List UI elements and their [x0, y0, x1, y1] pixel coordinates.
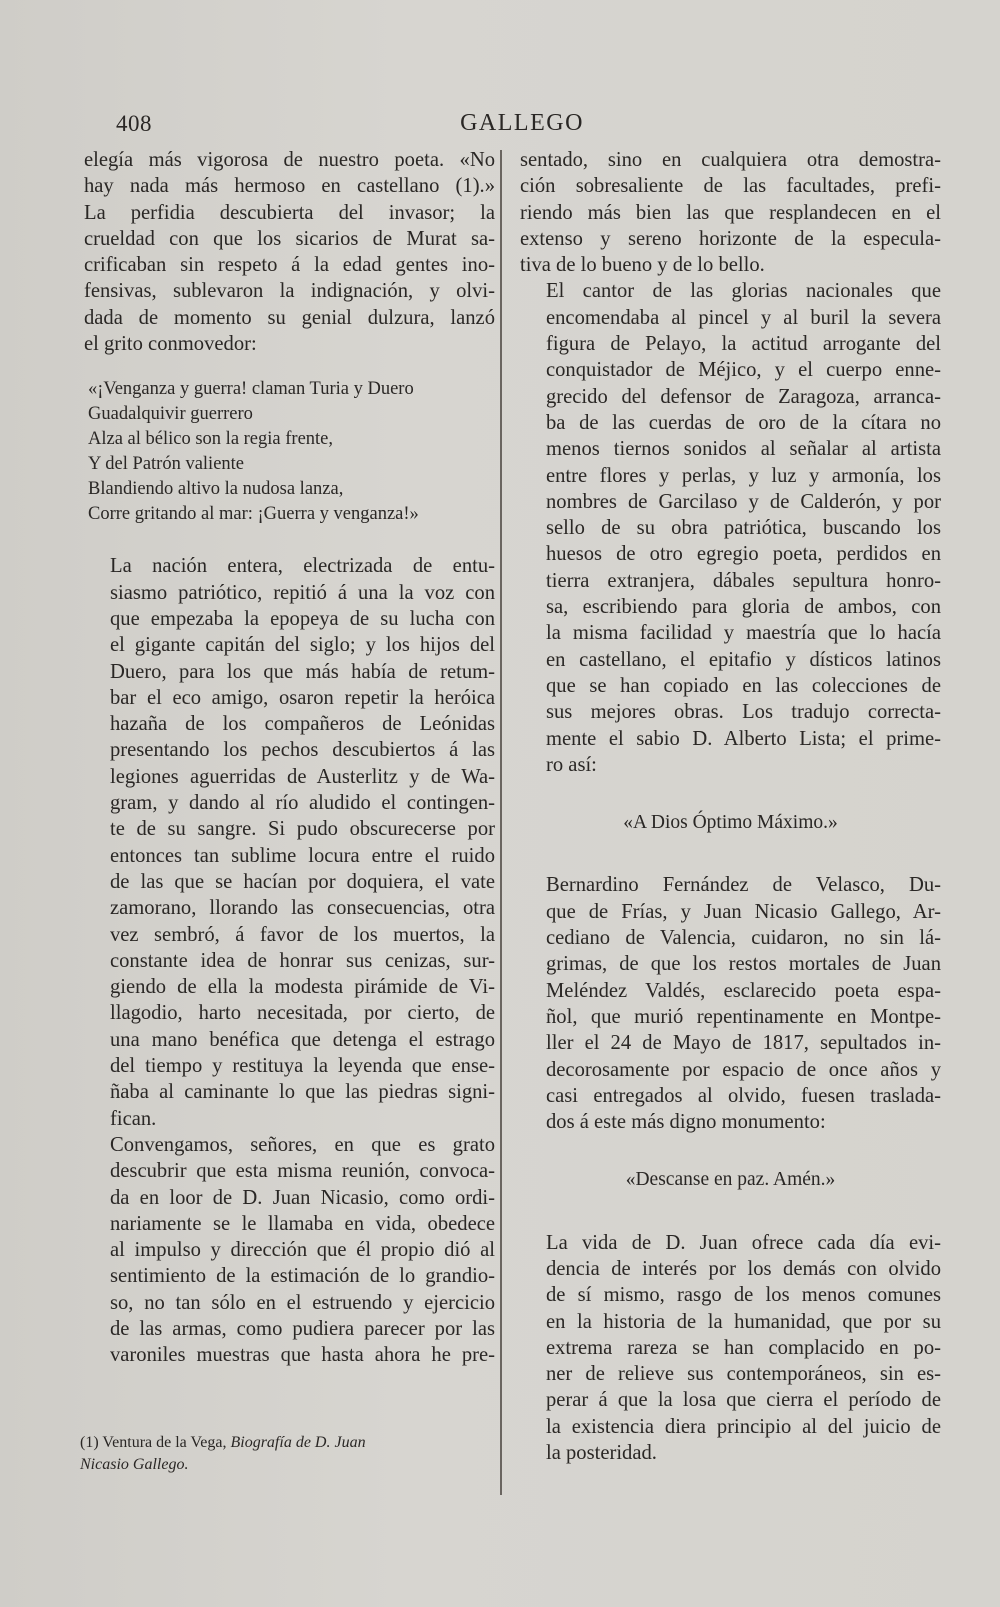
text-line: ñaba al caminante lo que las piedras signi-: [110, 1081, 495, 1104]
footnote-title-cont: Nicasio Gallego.: [80, 1456, 189, 1473]
text-line: entre flores y perlas, y luz y armonía, los: [546, 464, 941, 487]
text-line: figura de Pelayo, la actitud arrogante del: [546, 333, 941, 356]
paragraph: [520, 1230, 941, 1467]
text-line: crificaban sin respeto á la edad gentes ino-: [84, 254, 495, 277]
text-line: extrema rareza se han complacido en po-: [546, 1336, 941, 1359]
text-line: que se han copiado en las colecciones de: [546, 674, 941, 697]
text-line: riendo más bien las que resplandecen en el: [520, 201, 941, 224]
footnote-author: Ventura de la Vega,: [102, 1434, 227, 1451]
text-line: casi entregados al olvido, fuesen traslada-: [546, 1084, 941, 1107]
text-line: sus mejores obras. Los tradujo correcta-: [546, 701, 941, 724]
text-line: sentimiento de la estimación de lo grandio-: [110, 1265, 495, 1288]
text-line: gram, y dando al río aludido el contingen-: [110, 792, 495, 815]
text-line: de las que se hacían por doquiera, el vate: [110, 870, 495, 893]
text-line: mente el sabio D. Alberto Lista; el prime-: [546, 727, 941, 750]
verse-quotation: [88, 377, 495, 527]
text-line: dencia de interés por los demás con olvido: [546, 1257, 941, 1280]
text-line: la existencia diera principio al del juicio de: [546, 1415, 941, 1438]
text-line: el gigante capitán del siglo; y los hijos del: [110, 634, 495, 657]
text-line: decorosamente por espacio de once años y: [546, 1058, 941, 1081]
text-line: del tiempo y restituya la leyenda que ense-: [110, 1055, 495, 1078]
verse-line: «¡Venganza y guerra! claman Turia y Duero: [88, 379, 414, 400]
paragraph: [84, 147, 495, 357]
text-line: Convengamos, señores, en que es grato: [110, 1133, 495, 1156]
verse-line: Guadalquivir guerrero: [88, 404, 253, 425]
text-line: so, no tan sólo en el estruendo y ejercicio: [110, 1291, 495, 1314]
text-line: grimas, de que los restos mortales de Juan: [546, 953, 941, 976]
text-line: menos tiernos sonidos al señalar al artista: [546, 438, 941, 461]
text-line: encomendaba al pincel y al buril la severa: [546, 306, 941, 329]
text-line: giendo de ella la modesta pirámide de Vi-: [110, 976, 495, 999]
text-line: fensivas, sublevaron la indignación, y olvi-: [84, 280, 495, 303]
footnote-marker: (1): [80, 1434, 99, 1451]
text-line: vez sembró, á favor de los muertos, la: [110, 923, 495, 946]
text-line: dos á este más digno monumento:: [546, 1111, 826, 1134]
text-line: sentado, sino en cualquiera otra demostra-: [520, 149, 941, 171]
paragraph: [520, 147, 941, 278]
text-line: cediano de Valencia, cuidaron, no sin lá-: [546, 927, 941, 950]
text-line: huesos de otro egregio poeta, perdidos en: [546, 543, 941, 566]
epitaph-closing: «Descanse en paz. Amén.»: [625, 1169, 836, 1191]
text-line: de las armas, como pudiera parecer por las: [110, 1317, 495, 1340]
text-line: Duero, para los que más había de retum-: [110, 660, 495, 683]
text-line: en castellano, el epitafio y dísticos latinos: [546, 648, 941, 671]
text-line: varoniles muestras que hasta ahora he pre-: [110, 1344, 495, 1367]
text-line: ner de relieve sus contemporáneos, sin es-: [546, 1363, 941, 1386]
text-line: que de Frías, y Juan Nicasio Gallego, Ar-: [546, 900, 941, 923]
text-line: La vida de D. Juan ofrece cada día evi-: [546, 1231, 941, 1254]
left-column: [84, 147, 495, 1369]
right-column: [520, 147, 941, 1466]
page-number: 408: [116, 111, 152, 136]
text-line: bar el eco amigo, osaron repetir la heróica: [110, 686, 495, 709]
text-line: nombres de Garcilaso y de Calderón, y por: [546, 490, 941, 513]
text-line: dada de momento su genial dulzura, lanzó: [84, 306, 495, 329]
text-line: La nación entera, electrizada de entu-: [110, 555, 495, 578]
text-line: extenso y sereno horizonte de la especula-: [520, 227, 941, 250]
text-line: zamorano, llorando las consecuencias, otra: [110, 897, 495, 920]
text-line: llagodio, harto necesitada, por cierto, de: [110, 1002, 495, 1025]
text-line: ller el 24 de Mayo de 1817, sepultados in-: [546, 1032, 941, 1055]
text-line: que empezaba la epopeya de su lucha con: [110, 607, 495, 630]
text-line: hazaña de los compañeros de Leónidas: [110, 713, 495, 736]
text-line: grecido del defensor de Zaragoza, arranca-: [546, 385, 941, 408]
text-line: presentando los pechos descubiertos á las: [110, 739, 495, 762]
text-line: ción sobresaliente de las facultades, prefi-: [520, 175, 941, 198]
text-line: elegía más vigorosa de nuestro poeta. «No: [84, 149, 495, 171]
text-line: Bernardino Fernández de Velasco, Du-: [546, 874, 941, 897]
text-line: sello de su obra patriótica, buscando los: [546, 517, 941, 540]
text-line: ro así:: [546, 753, 597, 776]
text-line: en la historia de la humanidad, que por su: [546, 1310, 941, 1333]
verse-line: Corre gritando al mar: ¡Guerra y venganza!»: [88, 504, 419, 525]
text-line: ba de las cuerdas de oro de la cítara no: [546, 411, 941, 434]
text-line: la posteridad.: [546, 1442, 657, 1465]
verse-line: Blandiendo altivo la nudosa lanza,: [88, 479, 344, 500]
text-line: al impulso y dirección que él propio dió al: [110, 1239, 495, 1262]
text-line: legiones aguerridas de Austerlitz y de Wa-: [110, 765, 495, 788]
verse-line: Alza al bélico son la regia frente,: [88, 429, 334, 450]
text-line: crueldad con que los sicarios de Murat sa-: [84, 227, 495, 250]
verse-line: Y del Patrón valiente: [88, 454, 245, 475]
text-line: tiva de lo bueno y de lo bello.: [520, 254, 765, 277]
text-line: fican.: [110, 1107, 157, 1130]
paragraph: [84, 553, 495, 1132]
text-line: perar á que la losa que cierra el período de: [546, 1389, 941, 1412]
text-line: sa, escribiendo para gloria de ambos, con: [546, 596, 941, 619]
text-line: descubrir que esta misma reunión, convoca-: [110, 1160, 495, 1183]
text-line: la misma facilidad y maestría que lo hacía: [546, 622, 941, 645]
text-line: La perfidia descubierta del invasor; la: [84, 201, 495, 224]
text-line: de sí mismo, rasgo de los menos comunes: [546, 1284, 941, 1307]
text-line: ñol, que murió repentinamente en Montpe-: [546, 1005, 941, 1028]
text-line: siasmo patriótico, repitió á una la voz con: [110, 581, 495, 604]
epitaph-heading: «A Dios Óptimo Máximo.»: [623, 812, 838, 834]
text-line: te de su sangre. Si pudo obscurecerse por: [110, 818, 495, 841]
running-title: GALLEGO: [460, 110, 584, 136]
paragraph: [520, 278, 941, 778]
text-line: da en loor de D. Juan Nicasio, como ordi-: [110, 1186, 495, 1209]
footnote-title: Biografía de D. Juan: [230, 1434, 366, 1451]
text-line: nariamente se le llamaba en vida, obedece: [110, 1212, 495, 1235]
text-line: una mano benéfica que detenga el estrago: [110, 1028, 495, 1051]
text-line: hay nada más hermoso en castellano (1).»: [84, 175, 495, 198]
paragraph: [84, 1132, 495, 1369]
column-divider: [500, 150, 502, 1495]
paragraph: [520, 872, 941, 1135]
text-line: constante idea de honrar sus cenizas, sur-: [110, 949, 495, 972]
footnote: [80, 1432, 496, 1476]
text-line: el grito conmovedor:: [84, 333, 257, 356]
text-line: tierra extranjera, dábales sepultura honro-: [546, 569, 941, 592]
text-line: El cantor de las glorias nacionales que: [546, 280, 941, 303]
text-line: entonces tan sublime locura entre el ruido: [110, 844, 495, 867]
text-line: conquistador de Méjico, y el cuerpo enne-: [546, 359, 941, 382]
text-line: Meléndez Valdés, esclarecido poeta espa-: [546, 979, 941, 1002]
